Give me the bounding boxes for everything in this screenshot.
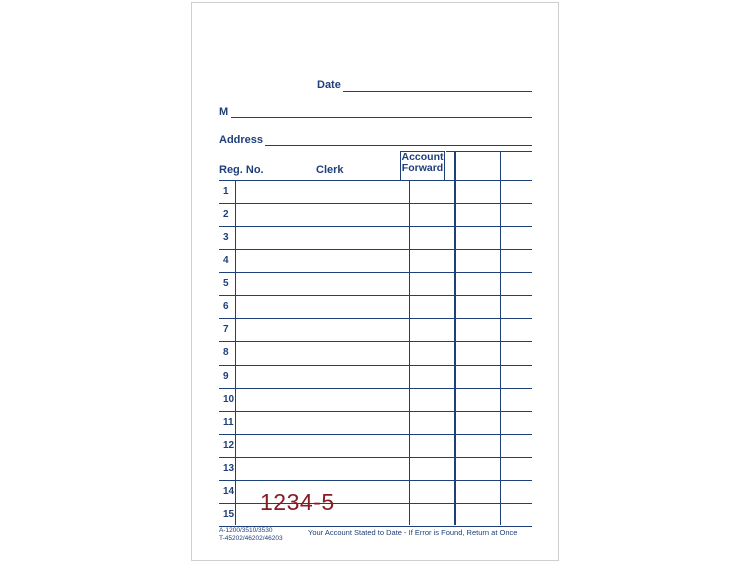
- row-number: 10: [223, 394, 235, 405]
- date-label: Date: [317, 79, 341, 91]
- row-line: [219, 388, 532, 389]
- account-divider: [454, 151, 456, 525]
- row-line: [219, 249, 532, 250]
- row-number: 6: [223, 301, 229, 312]
- header-top-line: [446, 151, 532, 152]
- row-line: [219, 203, 532, 204]
- m-label: M: [219, 106, 229, 118]
- row-number: 4: [223, 255, 229, 266]
- row-number: 13: [223, 463, 235, 474]
- row-line: [219, 318, 532, 319]
- forward-label: Forward: [401, 162, 444, 174]
- row-line: [219, 341, 532, 342]
- row-line: [219, 226, 532, 227]
- sales-slip-card: [191, 2, 559, 561]
- row-number: 15: [223, 509, 235, 520]
- row-line: [219, 411, 532, 412]
- row-number: 5: [223, 278, 229, 289]
- account-label: Account: [401, 151, 444, 163]
- date-line: [343, 91, 532, 92]
- row-line: [219, 434, 532, 435]
- row-number: 11: [223, 417, 234, 428]
- row-number: 8: [223, 347, 229, 358]
- address-label: Address: [219, 134, 264, 146]
- row-number: 3: [223, 232, 229, 243]
- footer-message: Your Account Stated to Date - If Error is Found, Return at Once: [308, 528, 518, 537]
- row-number: 14: [223, 486, 235, 497]
- row-line: [219, 365, 532, 366]
- row-number: 9: [223, 371, 229, 382]
- row-line: [219, 480, 532, 481]
- row-number: 2: [223, 209, 229, 220]
- address-line: [265, 145, 532, 146]
- amount-divider: [500, 151, 501, 525]
- footer-code-1: A-1200/3510/3530: [219, 527, 273, 534]
- clerk-divider: [409, 180, 410, 525]
- serial-number: 1234-5: [260, 489, 335, 515]
- clerk-header: Clerk: [316, 164, 344, 176]
- reg-no-header: Reg. No.: [219, 164, 264, 176]
- row-number: 1: [223, 186, 229, 197]
- footer-code-2: T-45202/46202/46203: [219, 535, 283, 542]
- account-forward-header: [400, 151, 445, 180]
- row-number: 12: [223, 440, 235, 451]
- m-line: [231, 117, 532, 118]
- row-line: [219, 272, 532, 273]
- row-line: [219, 457, 532, 458]
- row-number: 7: [223, 324, 229, 335]
- row-line: [219, 295, 532, 296]
- row-line: [219, 180, 532, 181]
